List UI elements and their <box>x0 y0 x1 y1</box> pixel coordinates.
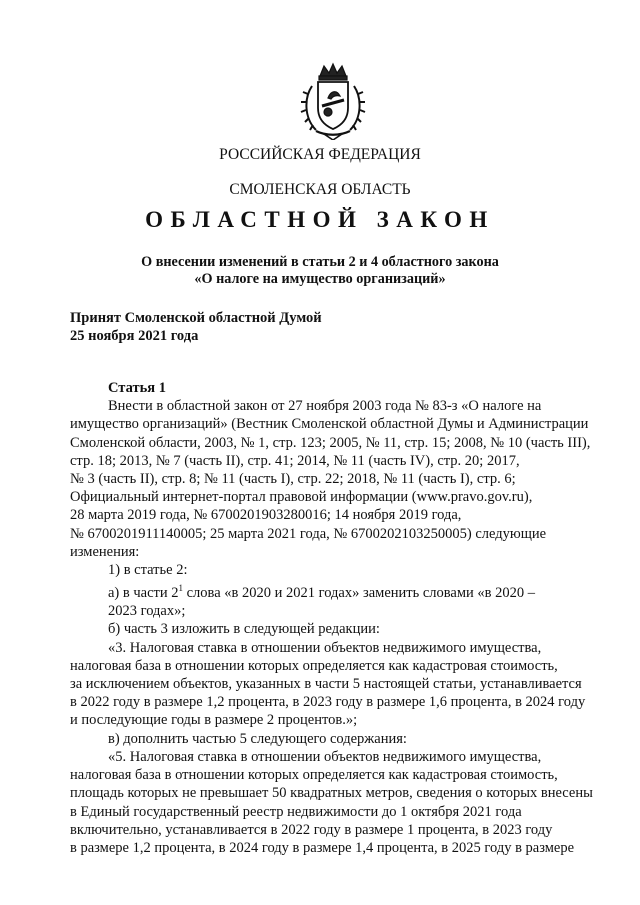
document-type-heading: ОБЛАСТНОЙ ЗАКОН <box>145 207 495 232</box>
text-line: налоговая база в отношении которых определяется как кадастровая стоимость, <box>70 657 558 674</box>
item-b: б) часть 3 изложить в следующей редакции: <box>108 621 380 638</box>
law-title <box>0 254 640 288</box>
text-line: 28 марта 2019 года, № 6700201903280016; 14 ноября 2019 года, <box>70 507 462 524</box>
law-title-line: «О налоге на имущество организаций» <box>194 271 446 287</box>
text-line: площадь которых не превышает 50 квадратных метров, сведения о которых внесены <box>70 785 593 802</box>
item-a-superscript: 1 <box>178 583 183 594</box>
region-heading: СМОЛЕНСКАЯ ОБЛАСТЬ <box>229 181 411 198</box>
adoption-block <box>70 309 322 345</box>
text-line: № 6700201911140005; 25 марта 2021 года, № 6700202103250005) следующие <box>70 525 547 542</box>
text-line: за исключением объектов, указанных в части 5 настоящей статьи, устанавливается <box>70 676 582 693</box>
article-heading: Статья 1 <box>108 380 166 396</box>
text-line: имущество организаций» (Вестник Смоленской областной Думы и Администрации <box>70 416 589 433</box>
item-a-text: слова «в 2020 и 2021 годах» заменить словами «в 2020 – <box>183 585 536 602</box>
text-line: стр. 18; 2013, № 7 (часть II), стр. 41; 2014, № 11 (часть IV), стр. 20; 2017, <box>70 452 520 469</box>
text-line: в размере 1,2 процента, в 2024 году в размере 1,4 процента, в 2025 году в размере <box>70 839 575 856</box>
item-a <box>70 579 618 602</box>
item-1: 1) в статье 2: <box>108 562 188 579</box>
country-heading: РОССИЙСКАЯ ФЕДЕРАЦИЯ <box>219 146 421 163</box>
text-line: изменения: <box>70 543 140 560</box>
text-line: Смоленской области, 2003, № 1, стр. 123; 2005, № 11, стр. 15; 2008, № 10 (часть III), <box>70 434 591 451</box>
item-a-text: а) в части 2 <box>108 585 179 602</box>
text-line: Внести в областной закон от 27 ноября 2003 года № 83-з «О налоге на <box>108 398 542 415</box>
text-line: «3. Налоговая ставка в отношении объектов недвижимого имущества, <box>108 639 542 656</box>
text-line: налоговая база в отношении которых определяется как кадастровая стоимость, <box>70 767 558 784</box>
coat-of-arms-emblem <box>298 62 368 140</box>
text-line: в Единый государственный реестр недвижимости до 1 октября 2021 года <box>70 803 522 820</box>
adoption-date: 25 ноября 2021 года <box>70 328 199 344</box>
item-a-continued: 2023 годах»; <box>108 603 186 620</box>
law-title-line: О внесении изменений в статьи 2 и 4 областного закона <box>141 254 499 270</box>
text-line: № 3 (часть II), стр. 8; № 11 (часть I), стр. 22; 2018, № 11 (часть I), стр. 6; <box>70 471 516 488</box>
text-line: и последующие годы в размере 2 процентов.»; <box>70 712 358 729</box>
adoption-line: Принят Смоленской областной Думой <box>70 310 322 326</box>
article-body <box>70 379 618 857</box>
text-line: включительно, устанавливается в 2022 году в размере 1 процента, в 2023 году <box>70 821 553 838</box>
item-v: в) дополнить частью 5 следующего содержания: <box>108 730 407 747</box>
text-line: в 2022 году в размере 1,2 процента, в 2023 году в размере 1,6 процента, в 2024 году <box>70 694 586 711</box>
text-line: «5. Налоговая ставка в отношении объектов недвижимого имущества, <box>108 748 542 765</box>
text-line: Официальный интернет-портал правовой информации (www.pravo.gov.ru), <box>70 489 533 506</box>
